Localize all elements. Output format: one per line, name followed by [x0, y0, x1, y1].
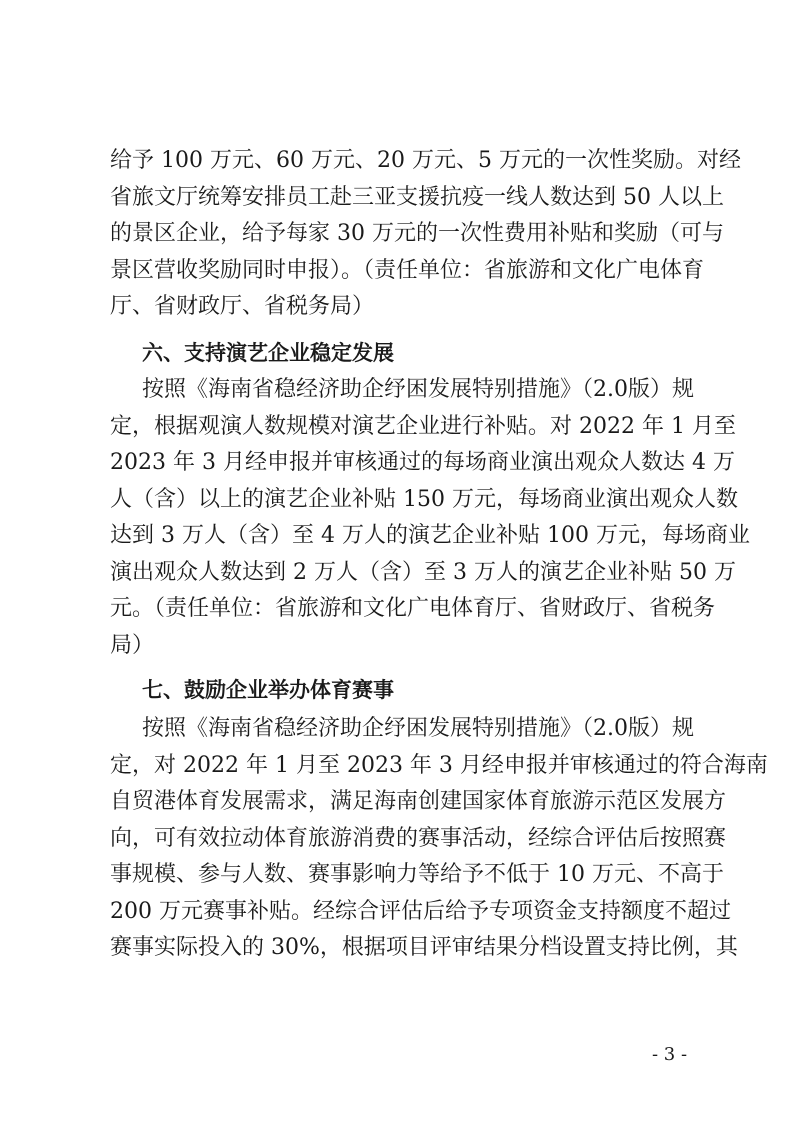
text-line: 向，可有效拉动体育旅游消费的赛事活动，经综合评估后按照赛 — [110, 825, 727, 851]
section-heading: 六、支持演艺企业稳定发展 — [142, 341, 394, 365]
text-line: 人（含）以上的演艺企业补贴 150 万元，每场商业演出观众人数 — [110, 486, 738, 512]
paragraph-sports-events — [110, 711, 768, 967]
text-line: 演出观众人数达到 2 万人（含）至 3 万人的演艺企业补贴 50 万 — [110, 559, 736, 585]
text-line: 元。（责任单位：省旅游和文化广电体育厅、省财政厅、省税务 — [110, 596, 716, 621]
text-line: 局） — [110, 632, 155, 658]
text-line: 事规模、参与人数、赛事影响力等给予不低于 10 万元、不高于 — [110, 862, 724, 887]
text-line: 2023 年 3 月经申报并审核通过的每场商业演出观众人数达 4 万 — [110, 450, 735, 475]
text-line: 省旅文厅统筹安排员工赴三亚支援抗疫一线人数达到 50 人以上 — [110, 184, 724, 210]
text-line: 达到 3 万人（含）至 4 万人的演艺企业补贴 100 万元，每场商业 — [110, 523, 750, 548]
text-line: 景区营收奖励同时申报）。（责任单位：省旅游和文化广电体育 — [110, 257, 705, 283]
text-line: 自贸港体育发展需求，满足海南创建国家体育旅游示范区发展方 — [110, 789, 727, 814]
text-line: 厅、省财政厅、省税务局） — [110, 294, 375, 319]
text-line: 按照《海南省稳经济助企纾困发展特别措施》（2.0版）规 — [142, 377, 694, 402]
text-line: 200 万元赛事补贴。经综合评估后给予专项资金支持额度不超过 — [110, 898, 731, 924]
text-line: 按照《海南省稳经济助企纾困发展特别措施》（2.0版）规 — [142, 716, 694, 741]
page-number: - 3 - — [652, 1044, 688, 1065]
paragraph-performance-subsidy — [110, 372, 750, 664]
section-heading-seven — [110, 672, 700, 709]
text-line: 定，根据观演人数规模对演艺企业进行补贴。对 2022 年 1 月至 — [110, 413, 736, 439]
section-heading-six — [110, 335, 700, 372]
text-line: 赛事实际投入的 30%，根据项目评审结果分档设置支持比例，其 — [110, 935, 738, 960]
paragraph-grants — [110, 143, 741, 326]
text-line: 的景区企业，给予每家 30 万元的一次性费用补贴和奖励（可与 — [110, 221, 724, 246]
section-heading: 七、鼓励企业举办体育赛事 — [142, 678, 394, 702]
text-line: 给予 100 万元、60 万元、20 万元、5 万元的一次性奖励。对经 — [110, 148, 741, 173]
text-line: 定，对 2022 年 1 月至 2023 年 3 月经申报并审核通过的符合海南 — [110, 752, 768, 778]
